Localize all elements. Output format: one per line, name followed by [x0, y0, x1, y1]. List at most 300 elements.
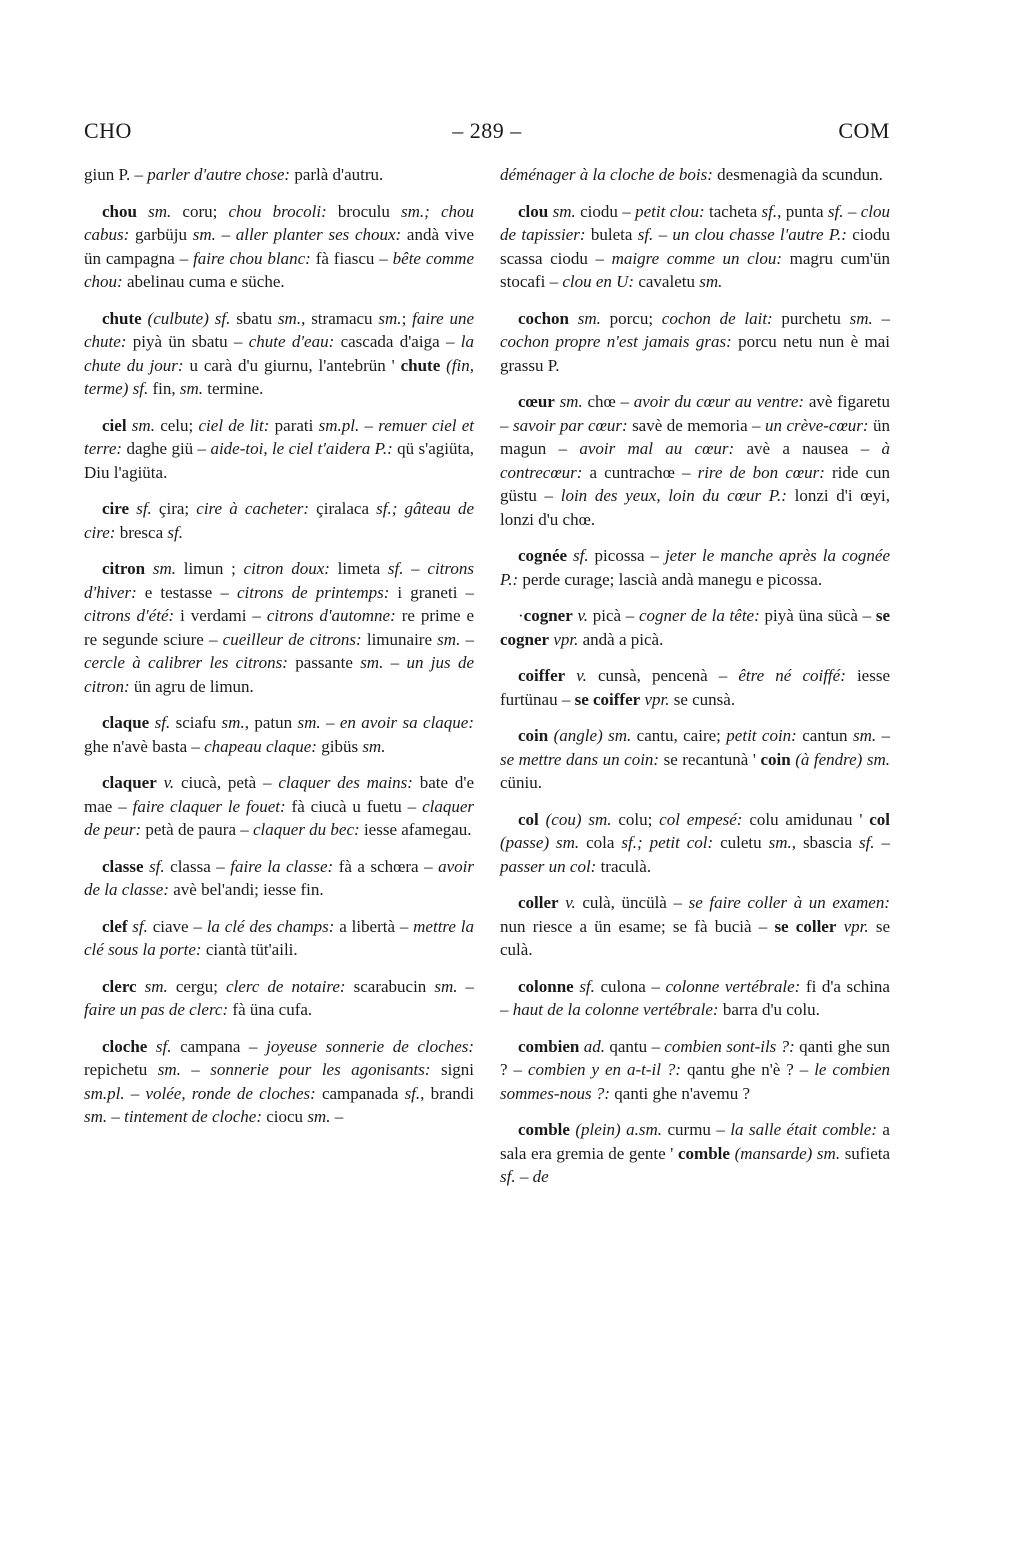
entry-text: ride cun güstu –: [500, 462, 891, 505]
entry-text: ün magun –: [500, 415, 891, 458]
italic-gloss: sm.: [148, 201, 172, 221]
italic-gloss: rire de bon cœur:: [697, 462, 825, 482]
italic-gloss: sf.: [154, 713, 171, 732]
italic-gloss: cochon de lait:: [661, 308, 773, 328]
italic-gloss: cochon propre n'est jamais gras:: [500, 332, 732, 351]
entry-text: coru;: [171, 201, 229, 221]
entry-text: –: [876, 726, 891, 745]
italic-gloss: citrons d'automne:: [266, 606, 396, 625]
entry-text: –: [359, 415, 379, 435]
entry-text: qü s'agiüta, Diu l'agiüta.: [84, 439, 475, 482]
italic-gloss: clou de tapissier:: [500, 201, 890, 244]
italic-gloss: déménager à la cloche de bois:: [500, 165, 713, 184]
italic-gloss: mettre la clé sous la porte:: [84, 916, 474, 959]
italic-gloss: avoir de la classe:: [84, 856, 475, 899]
entry-text: –: [460, 629, 474, 649]
entry-text: daghe giü –: [122, 439, 211, 458]
italic-gloss: jeter le manche après la cognée P.:: [500, 546, 891, 589]
page-number: – 289 –: [452, 118, 522, 143]
entry-text: celu;: [154, 415, 199, 435]
italic-gloss: cueilleur de citrons:: [222, 629, 362, 649]
entry-text: culà, üncülà –: [575, 893, 689, 912]
headword: classe: [102, 856, 144, 876]
italic-gloss: clerc de notaire:: [226, 976, 346, 996]
italic-gloss: sm.; chou cabus:: [84, 201, 474, 244]
guide-word-right: COM: [838, 118, 890, 143]
entry-text: savè de memoria –: [627, 415, 766, 435]
italic-gloss: sm.: [852, 726, 877, 745]
entry-text: se culà.: [500, 916, 891, 959]
entry-text: iesse furtünau –: [500, 666, 891, 709]
italic-gloss: (fin, terme) sf.: [84, 355, 474, 398]
dictionary-entry: [84, 163, 474, 187]
entry-text: [157, 773, 164, 792]
dictionary-entry: [500, 307, 890, 378]
entry-text: –: [515, 1167, 533, 1186]
dictionary-entry: [84, 771, 474, 842]
entry-text: a cuntrachœ –: [582, 462, 698, 482]
dictionary-entry: [500, 975, 890, 1022]
italic-gloss: sm.: [84, 1107, 108, 1126]
italic-gloss: sf.: [132, 916, 148, 936]
entry-text: colu;: [611, 809, 660, 829]
entry-text: –: [872, 308, 891, 328]
italic-gloss: sm.: [360, 653, 384, 672]
dictionary-entry: [84, 711, 474, 758]
italic-gloss: citrons d'été:: [84, 606, 175, 625]
headword: se coller: [774, 916, 837, 936]
dictionary-entry: [84, 1035, 474, 1129]
entry-text: petà de paura –: [141, 820, 253, 839]
italic-gloss: sm.: [849, 308, 873, 328]
italic-gloss: joyeuse sonnerie de cloches:: [266, 1036, 475, 1056]
italic-gloss: vpr.: [644, 689, 670, 709]
entry-text: cantu, caire;: [631, 726, 727, 745]
entry-text: picà –: [588, 606, 639, 625]
italic-gloss: être né coiffé:: [738, 666, 846, 685]
italic-gloss: remuer ciel et terre:: [84, 415, 475, 458]
entry-text: campana –: [171, 1036, 267, 1056]
headword: chute: [102, 308, 142, 328]
entry-text: , punta: [777, 201, 828, 221]
headword: chou: [102, 201, 137, 221]
entry-text: avè figaretu –: [500, 392, 890, 435]
italic-gloss: avoir mal au cœur:: [579, 439, 735, 458]
dictionary-entry: [500, 604, 890, 651]
entry-text: qanti ghe n'avemu ?: [610, 1083, 750, 1103]
italic-gloss: ad.: [583, 1036, 605, 1056]
italic-gloss: la salle était comble:: [730, 1120, 877, 1139]
dictionary-entry: [84, 975, 474, 1022]
italic-gloss: citrons de printemps:: [236, 582, 390, 602]
italic-gloss: sm.: [221, 713, 245, 732]
entry-text: [137, 977, 145, 996]
italic-gloss: combien y en a-t-il ?:: [527, 1060, 682, 1079]
entry-text: magru cum'ün stocafi –: [500, 248, 890, 291]
entry-text: andà vive ün campagna –: [84, 225, 474, 268]
entry-text: se recantunà ': [659, 749, 761, 769]
italic-gloss: chute d'eau:: [248, 332, 335, 351]
entry-text: cola: [579, 833, 622, 852]
entry-text: ciodu scassa ciodu –: [500, 225, 891, 268]
entry-text: ciocu: [261, 1107, 308, 1126]
entry-text: u carà d'u giurnu, l'antebrün ': [183, 355, 401, 375]
entry-text: culona –: [594, 976, 666, 996]
entry-text: avè a nausea –: [734, 439, 882, 458]
entry-text: sbatu: [230, 308, 278, 328]
dictionary-entry: [84, 307, 474, 401]
italic-gloss: faire chou blanc:: [193, 248, 311, 268]
entry-text: tacheta: [704, 201, 762, 221]
entry-text: fà üna cufa.: [228, 1000, 313, 1019]
dictionary-entry: [500, 724, 890, 795]
italic-gloss: sf.: [573, 546, 589, 565]
italic-gloss: claquer du bec:: [253, 820, 360, 839]
entry-text: çira;: [151, 499, 197, 518]
italic-gloss: de: [532, 1167, 549, 1186]
italic-gloss: passer un col:: [500, 856, 597, 876]
entry-text: bresca: [115, 522, 168, 542]
left-column: [84, 163, 474, 1142]
entry-text: desmenagià da scundun.: [712, 165, 883, 184]
guide-word-left: CHO: [84, 118, 132, 143]
entry-text: traculà.: [596, 856, 652, 876]
entry-text: qantu ghe n'è ? –: [681, 1060, 815, 1079]
entry-text: cüniu.: [500, 773, 543, 792]
italic-gloss: sm.: [378, 308, 402, 328]
entry-text: cantun: [796, 726, 853, 745]
italic-gloss: faire une chute:: [84, 308, 475, 351]
italic-gloss: la chute du jour:: [84, 332, 474, 375]
italic-gloss: le combien sommes-nous ?:: [500, 1060, 891, 1103]
italic-gloss: cire à cacheter:: [196, 499, 310, 518]
italic-gloss: maigre comme un clou:: [611, 248, 783, 268]
headword: cœur: [518, 392, 555, 411]
italic-gloss: sf.; gâteau de cire:: [84, 499, 474, 542]
italic-gloss: sm.: [559, 392, 583, 411]
entry-text: [836, 917, 843, 936]
headword: cochon: [518, 308, 569, 328]
italic-gloss: sf.: [387, 559, 404, 578]
italic-gloss: loin des yeux, loin du cœur P.:: [560, 486, 787, 505]
italic-gloss: sf.: [136, 499, 152, 518]
entry-text: piyà ün sbatu –: [126, 332, 249, 351]
entry-text: , stramacu: [301, 308, 379, 328]
headword: clerc: [102, 976, 137, 996]
entry-text: [539, 810, 546, 829]
entry-text: picossa –: [588, 546, 665, 565]
entry-text: barra d'u colu.: [718, 1000, 820, 1019]
italic-gloss: sf.: [827, 201, 844, 221]
dictionary-entry: [84, 414, 474, 485]
entry-text: , sbascia: [791, 833, 859, 852]
italic-gloss: sm.: [297, 713, 321, 732]
italic-gloss: sm.: [179, 379, 204, 398]
entry-text: ghe n'avè basta –: [84, 736, 205, 756]
italic-gloss: (cou) sm.: [545, 809, 612, 829]
italic-gloss: petit clou:: [635, 201, 705, 221]
italic-gloss: se mettre dans un coin:: [500, 749, 660, 769]
italic-gloss: tintement de cloche:: [124, 1107, 262, 1126]
entry-text: porcu netu nun è mai grassu P.: [500, 332, 890, 375]
italic-gloss: colonne vertébrale:: [665, 976, 801, 996]
entry-text: –: [403, 559, 428, 578]
headword: coller: [518, 893, 559, 912]
headword: claquer: [102, 773, 157, 792]
entry-text: ciave –: [147, 916, 207, 936]
entry-text: culetu: [713, 833, 769, 852]
italic-gloss: sm.pl.: [318, 415, 360, 435]
entry-text: repichetu: [84, 1060, 158, 1079]
entry-text: porcu;: [600, 308, 662, 328]
entry-text: –: [124, 1083, 146, 1103]
italic-gloss: volée, ronde de cloches:: [145, 1083, 316, 1103]
page-header: [84, 118, 890, 148]
dictionary-entry: [84, 855, 474, 902]
entry-text: scarabucin: [345, 976, 435, 996]
entry-text: broculu: [326, 201, 401, 221]
entry-text: signi: [430, 1060, 475, 1079]
italic-gloss: v.: [577, 606, 589, 625]
italic-gloss: cogner de la tête:: [638, 606, 760, 625]
entry-text: limunaire: [361, 629, 438, 649]
entry-text: , patun: [244, 713, 298, 732]
italic-gloss: (culbute) sf.: [147, 308, 231, 328]
italic-gloss: sf.: [404, 1083, 421, 1103]
italic-gloss: sm.: [437, 629, 461, 649]
italic-gloss: sf.: [167, 522, 183, 542]
italic-gloss: (angle) sm.: [553, 726, 632, 745]
italic-gloss: (passe) sm.: [500, 833, 580, 852]
dictionary-entry: [500, 891, 890, 962]
dictionary-entry: [84, 497, 474, 544]
entry-text: fà fiascu –: [310, 248, 393, 268]
dictionary-entry: [500, 808, 890, 879]
italic-gloss: sm.: [768, 833, 792, 852]
entry-text: fi d'a schina –: [500, 976, 890, 1019]
headword: se coiffer: [574, 689, 641, 709]
entry-text: re prime e re segunde sciure –: [84, 606, 475, 649]
italic-gloss: aide-toi, le ciel t'aidera P.:: [210, 439, 393, 458]
italic-gloss: sm.: [157, 1060, 181, 1079]
italic-gloss: un jus de citron:: [84, 653, 475, 696]
entry-text: purchetu: [772, 308, 850, 328]
entry-text: parlà d'autru.: [290, 165, 384, 184]
italic-gloss: sm.: [144, 976, 168, 996]
entry-text: ;: [401, 308, 413, 328]
entry-text: limeta: [329, 559, 388, 578]
italic-gloss: v.: [565, 893, 576, 912]
entry-text: chœ –: [582, 392, 634, 411]
headword: colonne: [518, 976, 574, 996]
italic-gloss: v.: [163, 773, 175, 792]
entry-text: fà ciucà u fuetu –: [285, 796, 423, 816]
entry-text: [137, 202, 148, 221]
entry-text: [147, 1037, 156, 1056]
entry-text: termine.: [203, 379, 264, 398]
italic-gloss: sf.: [637, 225, 654, 244]
entry-text: i verdami –: [174, 606, 267, 625]
entry-text: –: [457, 976, 475, 996]
italic-gloss: chapeau claque:: [204, 736, 317, 756]
entry-text: –: [180, 1060, 211, 1079]
italic-gloss: à contrecœur:: [500, 439, 890, 482]
dictionary-entry: [500, 200, 890, 294]
entry-text: , brandi: [420, 1083, 474, 1103]
italic-gloss: sf.: [761, 201, 778, 221]
italic-gloss: claquer de peur:: [84, 796, 474, 839]
entry-text: parati: [269, 415, 319, 435]
italic-gloss: chou brocoli:: [228, 201, 327, 221]
italic-gloss: savoir par cœur:: [512, 415, 628, 435]
entry-text: andà a picà.: [578, 629, 664, 649]
dictionary-entry: [500, 544, 890, 591]
entry-text: cunsà, pencenà –: [586, 666, 739, 685]
italic-gloss: sm.: [277, 308, 302, 328]
headword: coin: [760, 749, 791, 769]
entry-text: [569, 309, 578, 328]
headword: cognée: [518, 546, 568, 565]
italic-gloss: v.: [576, 666, 587, 685]
dictionary-entry: [84, 915, 474, 962]
entry-text: gibüs: [316, 736, 363, 756]
entry-text: çiralaca: [309, 499, 377, 518]
entry-text: abelinau cuma e süche.: [122, 272, 285, 291]
dictionary-entry: [500, 390, 890, 531]
entry-text: –: [653, 225, 673, 244]
italic-gloss: sf.: [858, 833, 875, 852]
italic-gloss: sm.pl.: [84, 1083, 125, 1103]
italic-gloss: vpr.: [553, 629, 579, 649]
entry-text: –: [215, 225, 236, 244]
italic-gloss: sm.: [552, 201, 576, 221]
italic-gloss: sm.: [362, 736, 386, 756]
entry-text: a libertà –: [334, 916, 414, 936]
italic-gloss: sf.: [155, 1036, 172, 1056]
entry-text: lonzi d'i œyi, lonzi d'u chœ.: [500, 486, 891, 529]
italic-gloss: citrons d'hiver:: [84, 559, 474, 602]
entry-text: sufieta: [840, 1143, 891, 1163]
headword: comble: [518, 1120, 570, 1139]
entry-text: classa –: [164, 856, 231, 876]
dictionary-entry: [500, 1035, 890, 1106]
italic-gloss: sm.: [307, 1107, 331, 1126]
entry-text: qantu –: [604, 1036, 665, 1056]
entry-text: qanti ghe sun ? –: [500, 1036, 890, 1079]
entry-text: cavaletu: [634, 272, 700, 291]
italic-gloss: petit coin:: [726, 726, 797, 745]
right-column: [500, 163, 890, 1202]
entry-text: bate d'e mae –: [84, 773, 474, 816]
italic-gloss: ciel de lit:: [198, 415, 270, 435]
italic-gloss: vpr.: [843, 916, 869, 936]
entry-text: e testasse –: [136, 582, 237, 602]
headword: col: [869, 809, 891, 829]
entry-text: i graneti –: [389, 582, 474, 602]
entry-text: curmu –: [662, 1120, 731, 1139]
entry-text: ciodu –: [575, 201, 636, 221]
entry-text: se cunsà.: [669, 689, 736, 709]
entry-text: ·: [518, 606, 524, 625]
entry-text: piyà üna sücà –: [759, 606, 876, 625]
italic-gloss: sm.: [434, 976, 458, 996]
italic-gloss: (à fendre) sm.: [795, 749, 891, 769]
entry-text: iesse afamegau.: [359, 820, 472, 839]
headword: cire: [102, 499, 130, 518]
entry-text: –: [320, 713, 340, 732]
entry-text: ciantà tüt'aili.: [201, 940, 298, 959]
headword: citron: [102, 559, 146, 578]
entry-text: –: [843, 201, 861, 221]
headword: clou: [518, 201, 549, 221]
italic-gloss: aller planter ses choux:: [235, 225, 402, 244]
headword: coin: [518, 726, 549, 745]
italic-gloss: faire la classe:: [230, 856, 334, 876]
headword: comble: [678, 1143, 730, 1163]
headword: combien: [518, 1036, 580, 1056]
headword: col: [518, 809, 539, 829]
entry-text: limun ;: [176, 559, 244, 578]
italic-gloss: (plein) a.sm.: [575, 1120, 663, 1139]
headword: coiffer: [518, 666, 566, 685]
italic-gloss: avoir du cœur au ventre:: [633, 392, 805, 411]
dictionary-entry: [500, 664, 890, 711]
italic-gloss: sm.: [699, 272, 723, 291]
italic-gloss: sm.: [192, 225, 216, 244]
italic-gloss: haut de la colonne vertébrale:: [512, 1000, 719, 1019]
italic-gloss: sf.: [500, 1167, 516, 1186]
entry-text: sciafu: [170, 713, 222, 732]
italic-gloss: sm.: [152, 559, 176, 578]
headword: claque: [102, 713, 150, 732]
entry-text: cascada d'aiga –: [334, 332, 461, 351]
entry-text: ciucà, petà –: [174, 773, 279, 792]
entry-text: ün agru de limun.: [129, 676, 254, 696]
entry-text: passante: [287, 653, 361, 672]
headword: se cogner: [500, 606, 890, 649]
italic-gloss: citron doux:: [243, 559, 330, 578]
headword: chute: [400, 355, 441, 375]
italic-gloss: sf.: [149, 856, 165, 876]
italic-gloss: sm.: [131, 415, 155, 435]
italic-gloss: faire un pas de clerc:: [84, 1000, 229, 1019]
entry-text: perde curage; lascià andà manegu e picossa.: [518, 569, 823, 589]
italic-gloss: la clé des champs:: [206, 916, 335, 936]
entry-text: cergu;: [167, 976, 227, 996]
italic-gloss: sf.: [579, 976, 595, 996]
headword: cloche: [102, 1036, 148, 1056]
headword: ciel: [102, 415, 127, 435]
dictionary-entry: [500, 1118, 890, 1189]
dictionary-entry: [500, 163, 890, 187]
entry-text: buleta: [585, 225, 638, 244]
italic-gloss: un clou chasse l'autre P.:: [672, 225, 847, 244]
italic-gloss: clou en U:: [562, 272, 635, 291]
entry-text: colu amidunau ': [742, 809, 870, 829]
italic-gloss: faire claquer le fouet:: [132, 796, 286, 816]
entry-text: [145, 559, 153, 578]
italic-gloss: claquer des mains:: [278, 773, 413, 792]
entry-text: nun riesce a ün esame; se fà bucià –: [500, 916, 775, 936]
italic-gloss: bête comme chou:: [84, 248, 475, 291]
italic-gloss: cercle à calibrer les citrons:: [84, 653, 288, 672]
entry-text: –: [874, 833, 890, 852]
entry-text: [565, 666, 576, 685]
italic-gloss: se faire coller à un examen:: [688, 893, 890, 912]
italic-gloss: sf.; petit col:: [621, 833, 714, 852]
entry-text: giun P. –: [84, 165, 148, 184]
dictionary-entry: [84, 200, 474, 294]
